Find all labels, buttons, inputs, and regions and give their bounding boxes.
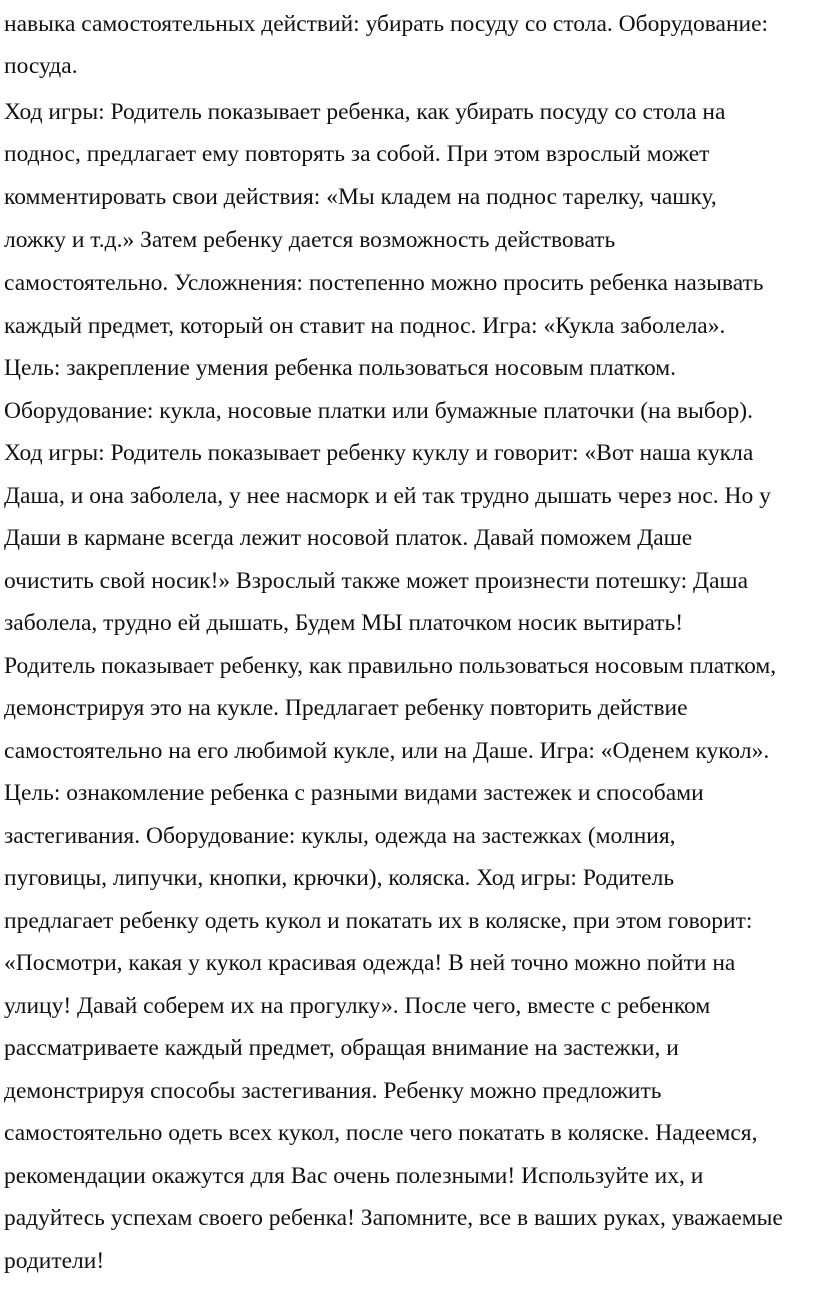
text-line: Ход игры: Родитель показывает ребенка, как убирать посуду со стола на (4, 99, 726, 125)
text-line: ложку и т.д.» Затем ребенку дается возможность действовать (4, 227, 616, 253)
text-line: очистить свой носик!» Взрослый также может произнести потешку: Даша (4, 568, 749, 594)
text-line: радуйтесь успехам своего ребенка! Запомните, все в ваших руках, уважаемые (4, 1205, 783, 1231)
text-line: Цель: закрепление умения ребенка пользоваться носовым платком. (4, 355, 676, 381)
text-line: демонстрируя это на кукле. Предлагает ребенку повторить действие (4, 695, 688, 721)
text-line: застегивания. Оборудование: куклы, одежда на застежках (молния, (4, 823, 676, 849)
text-line: посуда. (4, 53, 78, 79)
text-line: Цель: ознакомление ребенка с разными видами застежек и способами (4, 780, 704, 806)
text-line: самостоятельно. Усложнения: постепенно можно просить ребенка называть (4, 270, 764, 296)
text-line: рассматриваете каждый предмет, обращая внимание на застежки, и (4, 1035, 679, 1061)
text-line: поднос, предлагает ему повторять за собой. При этом взрослый может (4, 141, 710, 167)
text-line: рекомендации окажутся для Вас очень полезными! Используйте их, и (4, 1163, 704, 1189)
text-line: Родитель показывает ребенку, как правильно пользоваться носовым платком, (4, 653, 777, 679)
text-line: Даша, и она заболела, у нее насморк и ей так трудно дышать через нос. Но у (4, 483, 771, 509)
text-line: «Посмотри, какая у кукол красивая одежда! В ней точно можно пойти на (4, 950, 736, 976)
text-line: самостоятельно одеть всех кукол, после чего покатать в коляске. Надеемся, (4, 1120, 758, 1146)
text-line: пуговицы, липучки, кнопки, крючки), коляска. Ход игры: Родитель (4, 865, 675, 891)
text-line: комментировать свои действия: «Мы кладем на поднос тарелку, чашку, (4, 184, 717, 210)
text-line: предлагает ребенку одеть кукол и покатать их в коляске, при этом говорит: (4, 908, 753, 934)
text-line: Оборудование: кукла, носовые платки или бумажные платочки (на выбор). (4, 398, 753, 424)
text-line: навыка самостоятельных действий: убирать посуду со стола. Оборудование: (4, 11, 769, 37)
text-line: Даши в кармане всегда лежит носовой платок. Давай поможем Даше (4, 525, 693, 551)
text-line: улицу! Давай соберем их на прогулку». После чего, вместе с ребенком (4, 993, 711, 1019)
text-line: Ход игры: Родитель показывает ребенку куклу и говорит: «Вот наша кукла (4, 440, 754, 466)
text-line: родители! (4, 1248, 105, 1274)
text-line: каждый предмет, который он ставит на поднос. Игра: «Кукла заболела». (4, 313, 726, 339)
text-line: демонстрируя способы застегивания. Ребенку можно предложить (4, 1078, 662, 1104)
text-line: заболела, трудно ей дышать, Будем МЫ платочком носик вытирать! (4, 610, 684, 636)
text-line: самостоятельно на его любимой кукле, или на Даше. Игра: «Оденем кукол». (4, 738, 770, 764)
